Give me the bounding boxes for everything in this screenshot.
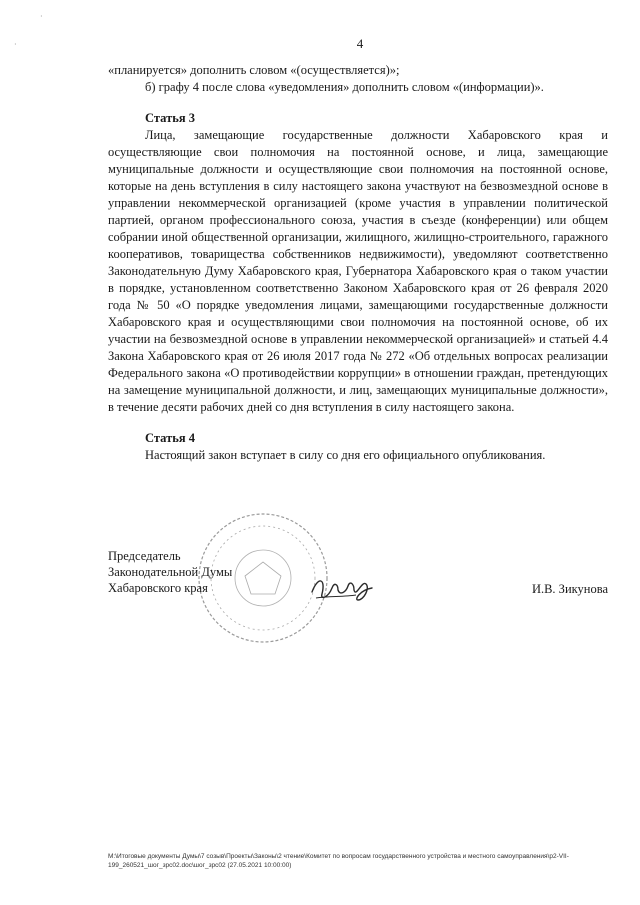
intro-line-1: «планируется» дополнить словом «(осуществляется)»; — [108, 63, 400, 77]
article-4-heading: Статья 4 — [145, 431, 195, 445]
scan-speck: · — [40, 12, 43, 21]
signatory-title-line-3: Хабаровского края — [108, 581, 208, 595]
footer-line-1: M:\Итоговые документы Думы\7 созыв\Проекты\Законы\2 чтение\Комитет по вопросам государственного устройства и местного самоуправления\р2-VII- — [108, 853, 569, 860]
file-path-footer — [108, 852, 618, 870]
signatory-title — [108, 548, 232, 596]
article-4-body: Настоящий закон вступает в силу со дня его официального опубликования. — [145, 448, 546, 462]
page-number: 4 — [356, 36, 364, 51]
signatory-name: И.В. Зикунова — [531, 582, 608, 596]
intro-line-2: б) графу 4 после слова «уведомления» дополнить словом «(информации)». — [145, 80, 544, 94]
signatory-title-line-1: Председатель — [108, 549, 181, 563]
footer-line-2: 199_260521_шог_зрс02.doc\шог_зрс02 (27.05.2021 10:00:00) — [108, 862, 292, 869]
scan-speck: · — [14, 40, 17, 49]
handwritten-signature-icon — [308, 570, 378, 606]
document-body — [108, 62, 608, 464]
signatory-title-line-2: Законодательной Думы — [108, 565, 233, 579]
article-3-heading: Статья 3 — [145, 111, 195, 125]
article-3-body: Лица, замещающие государственные должности Хабаровского края и осуществляющие свои полномочия на постоянной основе, и лица, замещающие муниципальные должности и осуществляющие свои полномочия на постоянной основе, которые на день вступления в силу настоящего закона участвуют на безвозмездной основе в управлении некоммерческой организацией (кроме участия в управлении политической партией, органом профессионального союза, участия в съезде (конференции) или общем собрании иной общественной организации, жилищного, жилищно-строительного, гаражного кооперативов, товарищества собственников недвижимости), уведомляют соответственно Законодательную Думу Хабаровского края, Губернатора Хабаровского края о таком участии в порядке, установленном соответственно Законом Хабаровского края от 26 февраля 2020 года № 50 «О порядке уведомления лицами, замещающими государственные должности Хабаровского края и осуществляющими свои полномочия на постоянной основе, об их участии на безвозмездной основе в управлении некоммерческой организацией» и статьей 4.4 Закона Хабаровского края от 26 июля 2017 года № 272 «Об отдельных вопросах реализации Федерального закона «О противодействии коррупции» в отношении граждан, претендующих на замещение муниципальной должности, и лиц, замещающих муниципальные должности», в течение десяти рабочих дней со дня вступления в силу настоящего закона. — [108, 128, 608, 414]
